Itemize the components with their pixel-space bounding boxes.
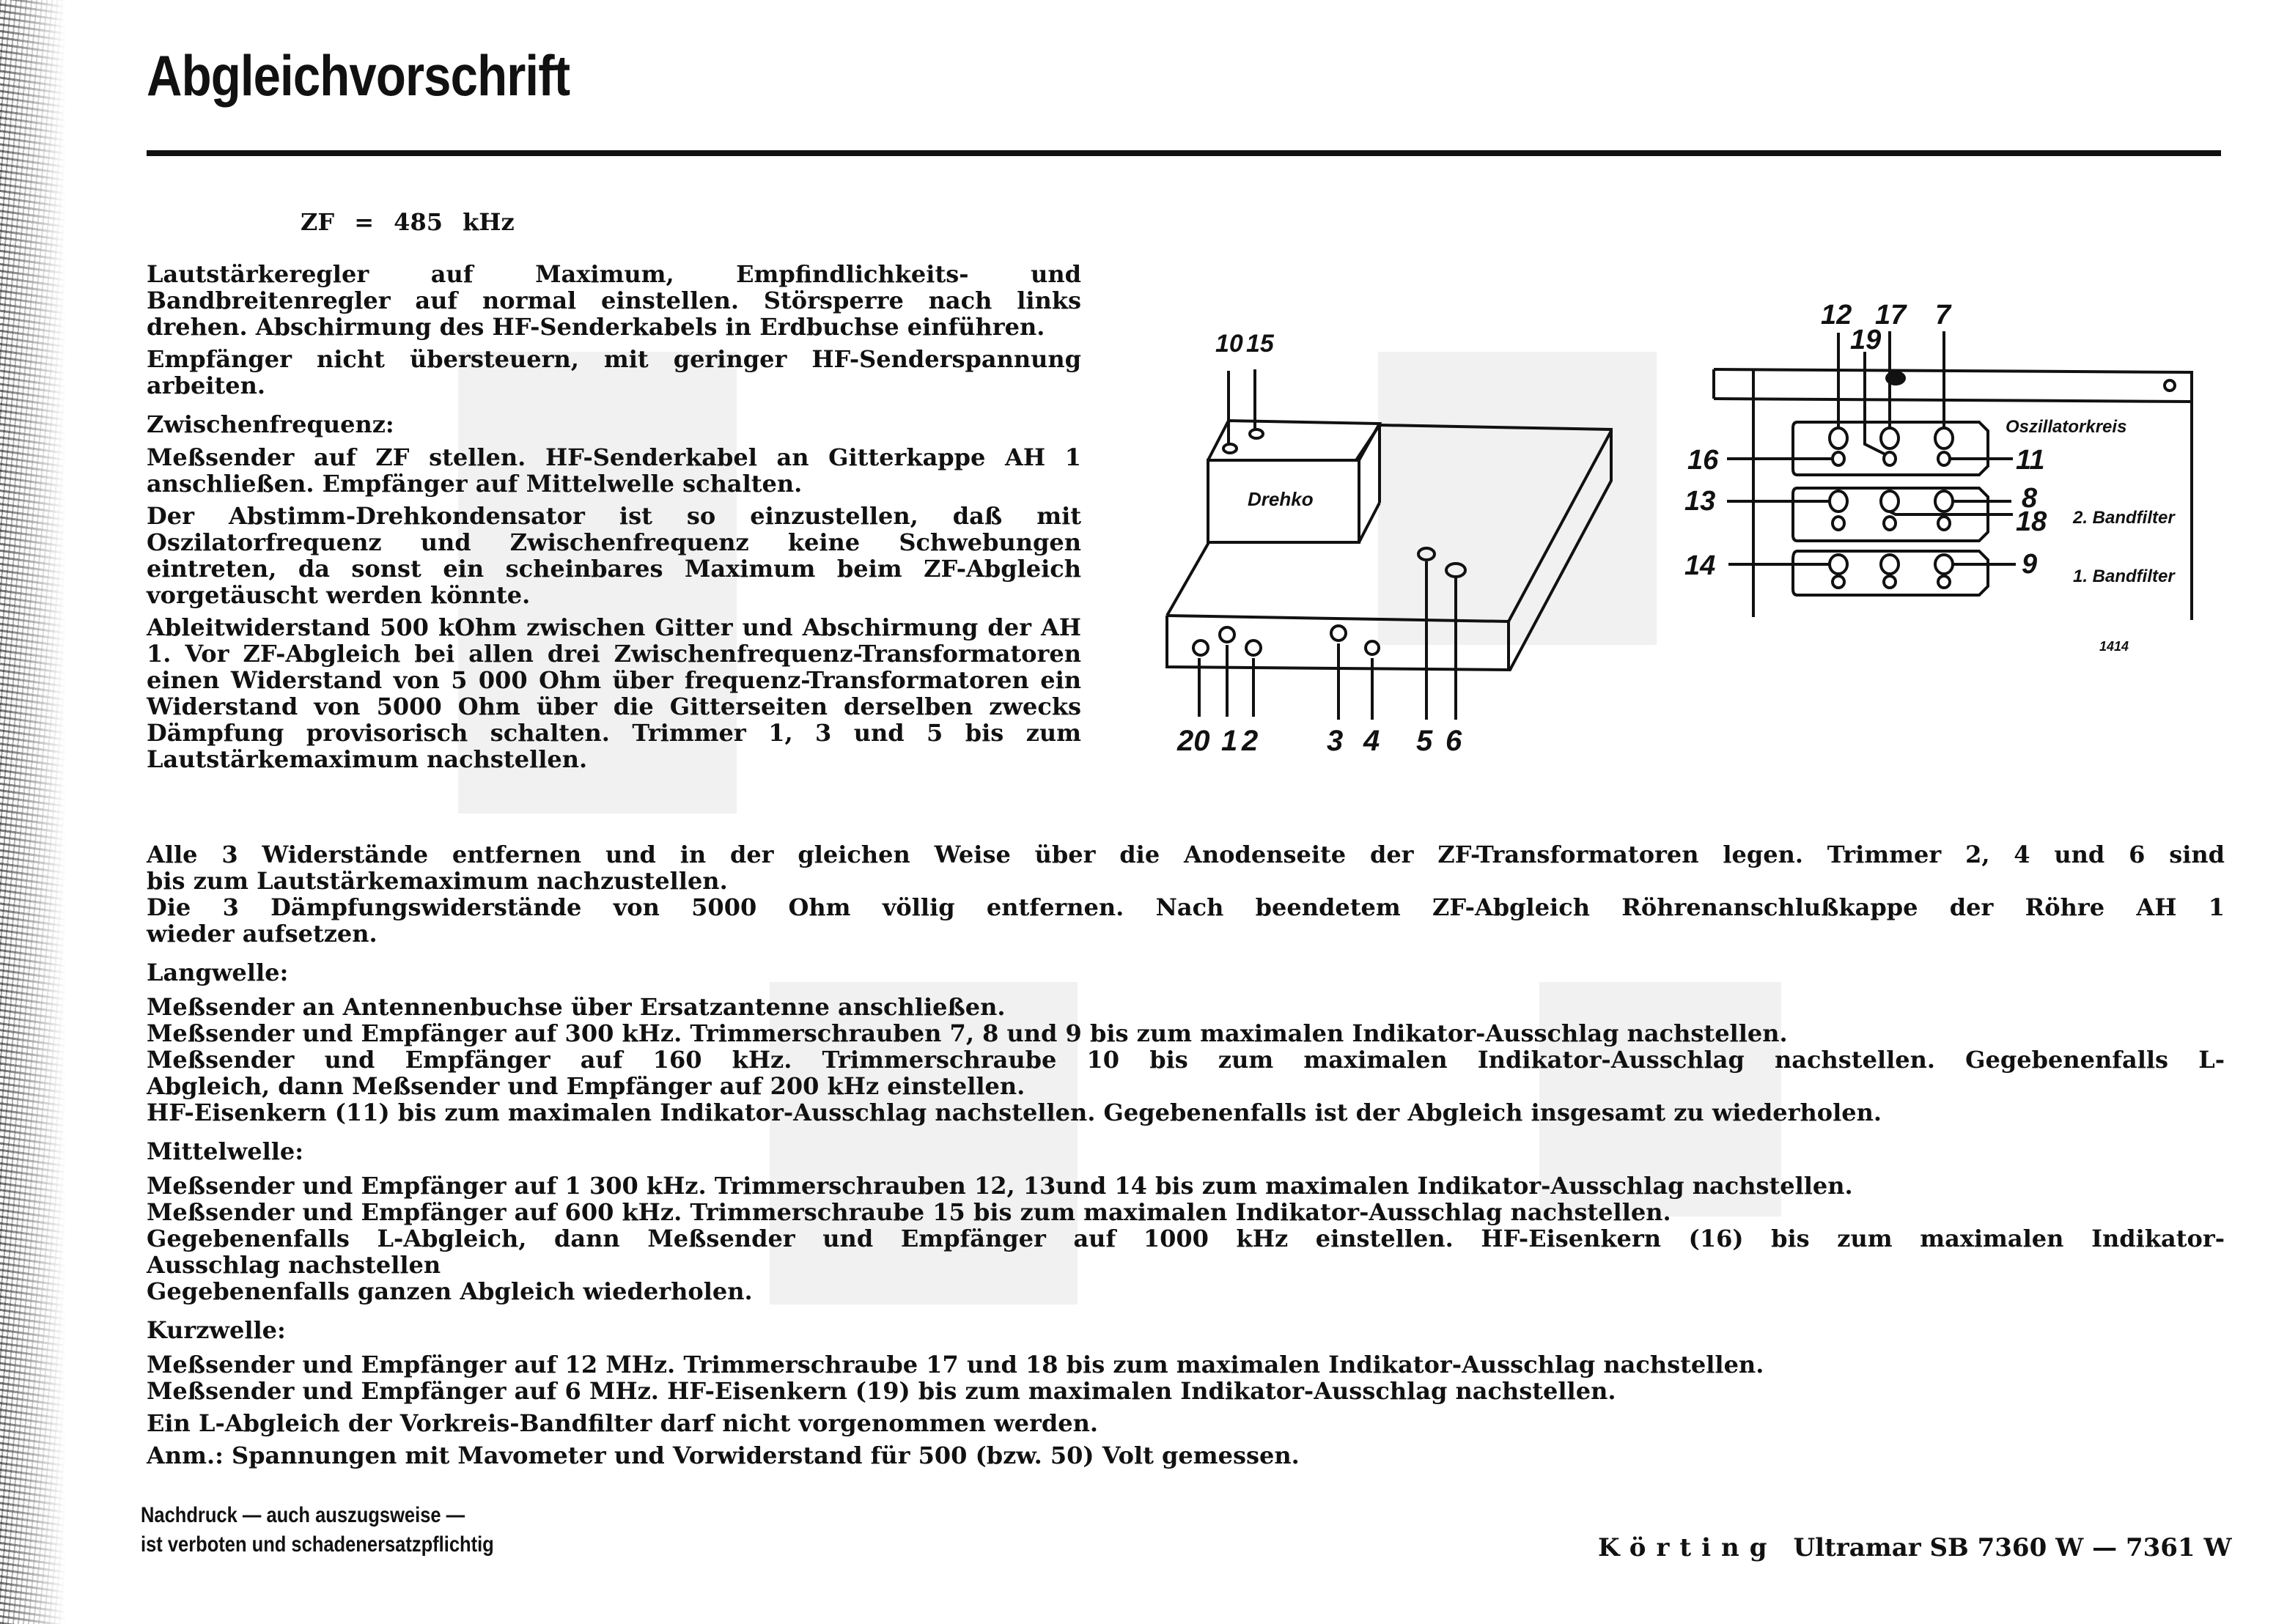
drehko-top — [1208, 421, 1380, 460]
group-label-oszillatorkreis: Oszillatorkreis — [2006, 417, 2127, 437]
copyright-notice — [141, 1501, 494, 1560]
langwelle-line: HF-Eisenkern (11) bis zum maximalen Indikator-Ausschlag nachstellen. Gegebenenfalls ist der Abgleich insgesamt zu wiederholen. — [147, 1099, 1882, 1126]
zf-line: Alle 3 Widerstände entfernen und in der gleichen Weise über die Anodenseite der ZF-Transformatoren legen. Trimmer 2, 4 und 6 sind — [147, 841, 2225, 868]
group-label-bandfilter-1: 1. Bandfilter — [2073, 566, 2175, 586]
pin-label-15: 15 — [1246, 330, 1274, 358]
model-number: Ultramar SB 7360 W — 7361 W — [1793, 1533, 2232, 1562]
pin-4 — [1366, 641, 1379, 654]
pin-20 — [1193, 641, 1208, 655]
label-13: 13 — [1684, 486, 1716, 517]
hole — [1935, 428, 1953, 449]
langwelle-line: Meßsender und Empfänger auf 300 kHz. Trimmerschrauben 7, 8 und 9 bis zum maximalen Indikator-Ausschlag nachstellen. — [147, 1019, 1788, 1047]
pin-label-2: 2 — [1242, 725, 1259, 757]
zf-paragraph: Der Abstimm-Drehkondensator ist so einzustellen, daß mit Oszilatorfrequenz und Zwischenfrequenz keine Schwebungen eintreten, da sonst ein scheinbares Maximum beim ZF-Abgleich vorgetäuscht werden könnte. — [147, 502, 1081, 609]
langwelle-line: Meßsender und Empfänger auf 160 kHz. Trimmerschraube 10 bis zum maximalen Indikator-Ausschlag nachstellen. Gegebenenfalls L- — [147, 1046, 2225, 1074]
label-16: 16 — [1687, 445, 1719, 476]
zf-line: wieder aufsetzen. — [147, 920, 378, 948]
intro-paragraph: Lautstärkeregler auf Maximum, Empfindlichkeits- und Bandbreitenregler auf normal einstellen. Störsperre nach links drehen. Abschirmung des HF-Senderkabels in Erdbuchse einführen. — [147, 260, 1081, 341]
ink-blot — [1885, 371, 1906, 385]
label-17: 17 — [1875, 300, 1907, 331]
mittelwelle-line: Gegebenenfalls ganzen Abgleich wiederholen. — [147, 1277, 753, 1305]
copyright-line: Nachdruck — auch auszugsweise — — [141, 1503, 465, 1527]
section-heading-mittelwelle: Mittelwelle: — [147, 1137, 304, 1165]
drehko-side — [1359, 503, 1380, 542]
frame-line — [1714, 399, 2193, 402]
hole — [1881, 555, 1899, 574]
hole — [1884, 517, 1896, 530]
pin-6 — [1446, 564, 1465, 577]
label-19: 19 — [1850, 325, 1882, 355]
label-7: 7 — [1935, 300, 1951, 331]
pin-label-10: 10 — [1215, 330, 1243, 358]
model-designation — [1598, 1533, 2232, 1562]
hole — [1935, 555, 1953, 574]
hole — [1833, 452, 1844, 465]
section-heading-zwischenfrequenz: Zwischenfrequenz: — [147, 410, 394, 438]
coil-diagram — [1671, 286, 2228, 740]
pin-1 — [1220, 627, 1234, 642]
scan-edge-noise — [0, 0, 66, 1624]
frame-line — [1714, 369, 2193, 372]
langwelle-line: Abgleich, dann Meßsender und Empfänger auf 200 kHz einstellen. — [147, 1072, 1025, 1100]
hole — [1830, 555, 1847, 574]
brand-name: Körting — [1598, 1533, 1778, 1562]
hole — [1938, 517, 1950, 530]
group-label-bandfilter-2: 2. Bandfilter — [2073, 508, 2175, 528]
mittelwelle-line: Meßsender und Empfänger auf 600 kHz. Trimmerschraube 15 bis zum maximalen Indikator-Ausschlag nachstellen. — [147, 1198, 1671, 1226]
mittelwelle-line: Gegebenenfalls L-Abgleich, dann Meßsender und Empfänger auf 1000 kHz einstellen. HF-Eisenkern (16) bis zum maximalen Indikator- — [147, 1225, 2225, 1252]
hole — [1881, 428, 1899, 449]
pin-label-5: 5 — [1416, 725, 1433, 757]
title-rule — [147, 150, 2221, 156]
hole — [1881, 491, 1899, 512]
pin-label-4: 4 — [1363, 725, 1380, 757]
pin-label-1: 1 — [1221, 725, 1238, 757]
pin-3 — [1331, 626, 1346, 641]
pin-5 — [1418, 548, 1435, 560]
mittelwelle-line: Ausschlag nachstellen — [147, 1251, 441, 1279]
hole — [1830, 428, 1847, 449]
drehko-label: Drehko — [1248, 488, 1314, 510]
warning-line: Ein L-Abgleich der Vorkreis-Bandfilter darf nicht vorgenommen werden. — [147, 1409, 1099, 1437]
label-9: 9 — [2022, 549, 2038, 580]
zf-frequency: ZF = 485 kHz — [301, 208, 515, 236]
langwelle-line: Meßsender an Antennenbuchse über Ersatzantenne anschließen. — [147, 993, 1006, 1021]
hole — [1830, 491, 1847, 512]
label-14: 14 — [1684, 550, 1716, 581]
pin-10 — [1223, 444, 1237, 453]
label-12: 12 — [1821, 300, 1852, 331]
section-heading-kurzwelle: Kurzwelle: — [147, 1316, 286, 1344]
hole — [1833, 576, 1844, 588]
hole — [1884, 576, 1896, 588]
pin-label-6: 6 — [1446, 725, 1462, 757]
chassis-diagram — [1158, 308, 1627, 757]
chassis-edge — [1509, 431, 1611, 621]
left-column — [147, 261, 1081, 772]
hole — [1938, 576, 1950, 588]
hole — [1833, 517, 1844, 530]
chassis-edge — [1167, 616, 1509, 621]
zf-paragraph: Ableitwiderstand 500 kOhm zwischen Gitter und Abschirmung der AH 1. Vor ZF-Abgleich bei allen drei Zwischenfrequenz-Transformatoren einen Widerstand von 5 000 Ohm über frequenz-Transformatoren ein Widerstand von 5000 Ohm über die Gitterseiten derselben zwecks Dämpfung provisorisch schalten. Trimmer 1, 3 und 5 bis zum Lautstärkemaximum nachstellen. — [147, 613, 1081, 773]
label-8: 8 — [2022, 483, 2038, 514]
pin-2 — [1246, 641, 1261, 655]
section-heading-langwelle: Langwelle: — [147, 959, 289, 986]
label-11: 11 — [2016, 445, 2045, 476]
hole — [1938, 452, 1950, 465]
hole — [1935, 491, 1953, 512]
frame-hole — [2165, 380, 2175, 391]
figure-number: 1414 — [2099, 639, 2129, 654]
kurzwelle-line: Meßsender und Empfänger auf 6 MHz. HF-Eisenkern (19) bis zum maximalen Indikator-Ausschlag nachstellen. — [147, 1377, 1616, 1405]
kurzwelle-line: Meßsender und Empfänger auf 12 MHz. Trimmerschraube 17 und 18 bis zum maximalen Indikator-Ausschlag nachstellen. — [147, 1351, 1764, 1378]
note-line: Anm.: Spannungen mit Mavometer und Vorwiderstand für 500 (bzw. 50) Volt gemessen. — [147, 1442, 1300, 1469]
pin-label-20: 20 — [1177, 725, 1210, 757]
copyright-line: ist verboten und schadenersatzpflichtig — [141, 1532, 494, 1557]
mittelwelle-line: Meßsender und Empfänger auf 1 300 kHz. Trimmerschrauben 12, 13und 14 bis zum maximalen Indikator-Ausschlag nachstellen. — [147, 1172, 1853, 1200]
leader-18 — [1890, 512, 2013, 514]
page-title: Abgleichvorschrift — [147, 43, 570, 108]
zf-continuation — [147, 841, 2225, 1469]
pin-15 — [1250, 429, 1263, 438]
zf-line: Die 3 Dämpfungswiderstände von 5000 Ohm völlig entfernen. Nach beendetem ZF-Abgleich Röhrenanschlußkappe der Röhre AH 1 — [147, 893, 2225, 921]
zf-line: bis zum Lautstärkemaximum nachzustellen. — [147, 867, 728, 895]
hole — [1884, 452, 1896, 465]
intro-paragraph: Empfänger nicht übersteuern, mit geringer HF-Senderspannung arbeiten. — [147, 345, 1081, 399]
pin-label-3: 3 — [1327, 725, 1344, 757]
label-18: 18 — [2016, 506, 2047, 537]
zf-paragraph: Meßsender auf ZF stellen. HF-Senderkabel an Gitterkappe AH 1 anschließen. Empfänger auf Mittelwelle schalten. — [147, 443, 1081, 498]
